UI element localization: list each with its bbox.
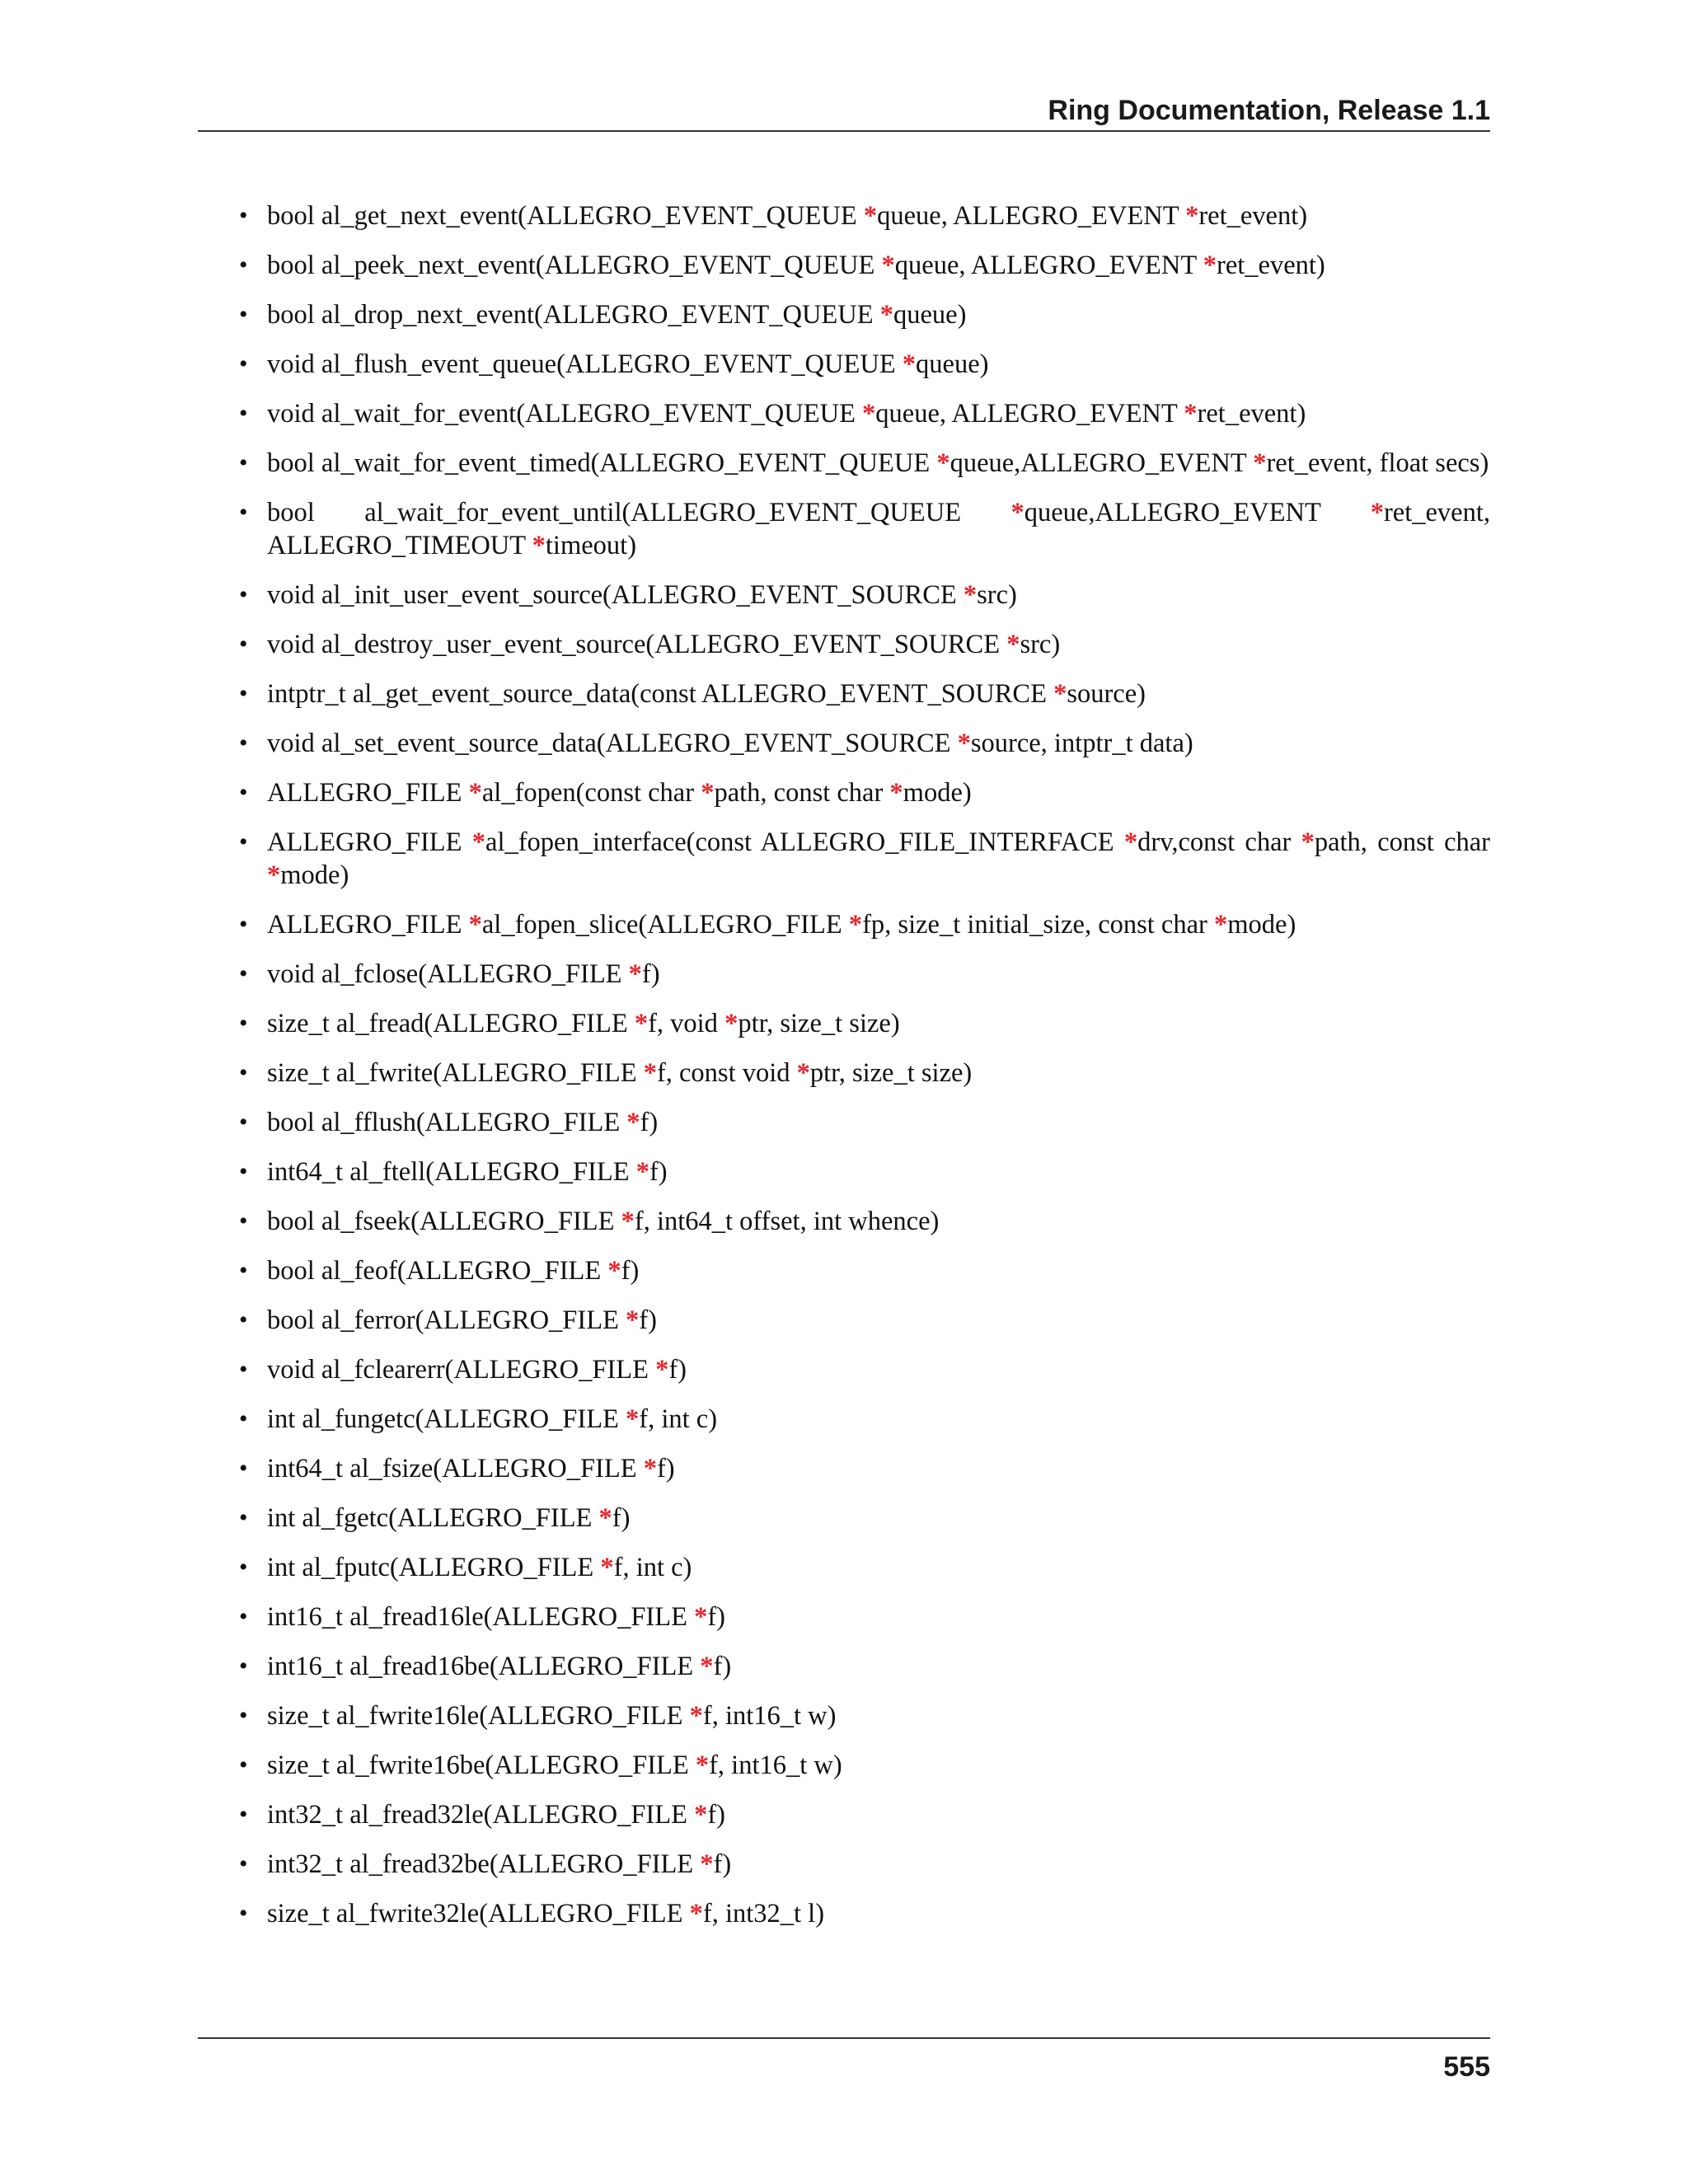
item-text: ALLEGRO_FILE	[267, 827, 472, 857]
pointer-star: *	[889, 778, 903, 808]
list-item	[237, 1403, 1490, 1436]
item-text: f)	[649, 1157, 668, 1187]
bullet-icon: •	[239, 1554, 248, 1581]
list-item	[237, 677, 1490, 710]
pointer-star: *	[963, 580, 978, 610]
pointer-star: *	[1370, 498, 1384, 527]
list-item	[237, 1205, 1490, 1238]
item-text: f)	[656, 1454, 675, 1483]
list-item	[237, 579, 1490, 612]
bullet-icon: •	[239, 251, 248, 279]
item-text: void al_fclearerr(ALLEGRO_FILE	[267, 1355, 656, 1385]
item-text: ret_event, float secs)	[1266, 448, 1489, 478]
pointer-star: *	[655, 1355, 669, 1385]
list-item	[237, 1353, 1490, 1386]
list-item	[237, 776, 1490, 809]
list-item	[237, 496, 1490, 562]
item-text: int32_t al_fread32be(ALLEGRO_FILE	[267, 1849, 701, 1879]
bullet-icon: •	[239, 911, 248, 938]
item-text: void al_fclose(ALLEGRO_FILE	[267, 959, 629, 989]
list-item	[237, 1106, 1490, 1139]
item-text: f, int c)	[639, 1404, 718, 1434]
bullet-icon: •	[239, 202, 248, 229]
pointer-star: *	[643, 1454, 657, 1483]
pointer-star: *	[267, 860, 281, 890]
list-item	[237, 1699, 1490, 1732]
pointer-star: *	[635, 1157, 649, 1187]
item-text: f)	[713, 1849, 732, 1879]
item-text: drv,const char	[1137, 827, 1301, 857]
bullet-icon: •	[239, 1603, 248, 1630]
list-item	[237, 348, 1490, 381]
item-text: f, void	[648, 1009, 725, 1038]
pointer-star: *	[607, 1256, 621, 1286]
bullet-icon: •	[239, 729, 248, 757]
pointer-star: *	[796, 1058, 810, 1088]
bullet-icon: •	[239, 350, 248, 377]
bullet-icon: •	[239, 1751, 248, 1779]
bullet-icon: •	[239, 301, 248, 328]
list-item	[237, 1057, 1490, 1090]
bullet-icon: •	[239, 581, 248, 608]
bullet-icon: •	[239, 1257, 248, 1284]
pointer-star: *	[862, 399, 876, 429]
list-item	[237, 1749, 1490, 1782]
item-text: f, const void	[656, 1058, 797, 1088]
item-text: f, int64_t offset, int whence)	[634, 1207, 940, 1236]
bullet-icon: •	[239, 1010, 248, 1037]
item-text: size_t al_fwrite(ALLEGRO_FILE	[267, 1058, 644, 1088]
pointer-star: *	[689, 1701, 703, 1731]
item-text: queue)	[916, 349, 989, 379]
bullet-icon: •	[239, 1504, 248, 1531]
item-text: intptr_t al_get_event_source_data(const ALLEGRO_EVENT_SOURCE	[267, 679, 1054, 709]
bullet-icon: •	[239, 630, 248, 658]
bullet-icon: •	[239, 1306, 248, 1333]
bullet-icon: •	[239, 1455, 248, 1482]
pointer-star: *	[600, 1553, 614, 1582]
pointer-star: *	[1184, 399, 1198, 429]
item-text: timeout)	[545, 531, 637, 560]
pointer-star: *	[1010, 498, 1025, 527]
item-text: f)	[641, 959, 660, 989]
item-text: ALLEGRO_FILE	[267, 910, 469, 940]
item-text: void al_wait_for_event(ALLEGRO_EVENT_QUEUE	[267, 399, 863, 429]
item-text: al_fopen(const char	[481, 778, 701, 808]
pointer-star: *	[634, 1009, 649, 1038]
item-text: f)	[707, 1800, 725, 1830]
item-text: f, int c)	[613, 1553, 692, 1582]
list-item	[237, 958, 1490, 991]
item-text: int16_t al_fread16le(ALLEGRO_FILE	[267, 1602, 695, 1632]
pointer-star: *	[626, 1108, 640, 1137]
item-text: void al_set_event_source_data(ALLEGRO_EVENT_SOURCE	[267, 729, 958, 758]
item-text: bool al_get_next_event(ALLEGRO_EVENT_QUEUE	[267, 201, 864, 231]
pointer-star: *	[700, 1849, 714, 1879]
page-number: 555	[1443, 2051, 1490, 2083]
item-text: mode)	[1227, 910, 1296, 940]
item-text: int al_fgetc(ALLEGRO_FILE	[267, 1503, 599, 1533]
item-text: source)	[1067, 679, 1146, 709]
item-text: f)	[612, 1503, 631, 1533]
item-text: ret_event)	[1198, 201, 1308, 231]
list-item	[237, 1551, 1490, 1584]
item-text: f)	[640, 1108, 659, 1137]
item-text: bool al_fflush(ALLEGRO_FILE	[267, 1108, 627, 1137]
bullet-icon: •	[239, 828, 248, 855]
item-text: f, int16_t w)	[709, 1750, 842, 1780]
pointer-star: *	[471, 827, 486, 857]
item-text: void al_flush_event_queue(ALLEGRO_EVENT_QUEUE	[267, 349, 903, 379]
pointer-star: *	[626, 1404, 640, 1434]
item-text: queue)	[893, 300, 967, 330]
pointer-star: *	[1053, 679, 1067, 709]
bullet-icon: •	[239, 779, 248, 806]
pointer-star: *	[879, 300, 893, 330]
pointer-star: *	[621, 1207, 635, 1236]
pointer-star: *	[724, 1009, 738, 1038]
pointer-star: *	[936, 448, 950, 478]
item-text: f)	[707, 1602, 725, 1632]
bullet-icon: •	[239, 1207, 248, 1235]
bullet-icon: •	[239, 1108, 248, 1136]
bullet-icon: •	[239, 400, 248, 427]
pointer-star: *	[694, 1800, 708, 1830]
list-item	[237, 199, 1490, 232]
pointer-star: *	[1185, 201, 1199, 231]
pointer-star: *	[1253, 448, 1267, 478]
item-text: ptr, size_t size)	[809, 1058, 973, 1088]
list-item	[237, 1304, 1490, 1337]
pointer-star: *	[957, 729, 971, 758]
header-title: Ring Documentation, Release 1.1	[1048, 95, 1490, 126]
item-text: ret_event, ALLEGRO_TIMEOUT	[267, 498, 1491, 560]
item-text: int16_t al_fread16be(ALLEGRO_FILE	[267, 1652, 701, 1681]
item-text: size_t al_fwrite16be(ALLEGRO_FILE	[267, 1750, 696, 1780]
item-text: ret_event)	[1217, 251, 1325, 280]
item-text: int al_fungetc(ALLEGRO_FILE	[267, 1404, 626, 1434]
bullet-icon: •	[239, 1059, 248, 1086]
item-text: int64_t al_fsize(ALLEGRO_FILE	[267, 1454, 644, 1483]
list-item	[237, 1848, 1490, 1881]
item-text: path, const char	[1314, 827, 1491, 857]
item-text: al_fopen_slice(ALLEGRO_FILE	[481, 910, 849, 940]
item-text: al_fopen_interface(const ALLEGRO_FILE_INTERFACE	[485, 827, 1124, 857]
item-text: mode)	[280, 860, 349, 890]
item-text: size_t al_fread(ALLEGRO_FILE	[267, 1009, 635, 1038]
page-header	[198, 89, 1490, 132]
function-list	[237, 199, 1490, 1947]
bullet-icon: •	[239, 1702, 248, 1729]
item-text: ret_event)	[1197, 399, 1306, 429]
pointer-star: *	[1301, 827, 1315, 857]
pointer-star: *	[628, 959, 642, 989]
item-text: bool al_feof(ALLEGRO_FILE	[267, 1256, 608, 1286]
item-text: int64_t al_ftell(ALLEGRO_FILE	[267, 1157, 636, 1187]
item-text: queue, ALLEGRO_EVENT	[877, 201, 1186, 231]
list-item	[237, 249, 1490, 282]
bullet-icon: •	[239, 1850, 248, 1877]
item-text: queue, ALLEGRO_EVENT	[894, 251, 1203, 280]
item-text: f)	[639, 1305, 657, 1335]
item-text: f)	[713, 1652, 732, 1681]
item-text: fp, size_t initial_size, const char	[862, 910, 1214, 940]
list-item	[237, 908, 1490, 941]
item-text: mode)	[903, 778, 972, 808]
item-text: bool al_fseek(ALLEGRO_FILE	[267, 1207, 621, 1236]
item-text: src)	[1020, 630, 1061, 659]
item-text: bool al_peek_next_event(ALLEGRO_EVENT_QUEUE	[267, 251, 882, 280]
list-item	[237, 1254, 1490, 1287]
item-text: queue, ALLEGRO_EVENT	[875, 399, 1184, 429]
pointer-star: *	[881, 251, 895, 280]
bullet-icon: •	[239, 1405, 248, 1432]
list-item	[237, 1798, 1490, 1831]
item-text: source, intptr_t data)	[970, 729, 1193, 758]
list-item	[237, 1650, 1490, 1683]
list-item	[237, 1452, 1490, 1485]
pointer-star: *	[695, 1750, 710, 1780]
pointer-star: *	[468, 910, 482, 940]
list-item	[237, 447, 1490, 480]
bullet-icon: •	[239, 1158, 248, 1185]
pointer-star: *	[689, 1899, 703, 1929]
item-text: path, const char	[714, 778, 890, 808]
list-item	[237, 1155, 1490, 1188]
bullet-icon: •	[239, 449, 248, 476]
item-text: void al_destroy_user_event_source(ALLEGRO_EVENT_SOURCE	[267, 630, 1007, 659]
item-text: void al_init_user_event_source(ALLEGRO_EVENT_SOURCE	[267, 580, 964, 610]
pointer-star: *	[700, 1652, 714, 1681]
pointer-star: *	[1123, 827, 1138, 857]
pointer-star: *	[701, 778, 715, 808]
page-footer	[198, 2037, 1490, 2083]
item-text: bool al_drop_next_event(ALLEGRO_EVENT_QUEUE	[267, 300, 880, 330]
list-item	[237, 727, 1490, 760]
pointer-star: *	[532, 531, 546, 560]
pointer-star: *	[1203, 251, 1217, 280]
bullet-icon: •	[239, 1900, 248, 1927]
item-text: size_t al_fwrite16le(ALLEGRO_FILE	[267, 1701, 690, 1731]
item-text: f, int16_t w)	[702, 1701, 837, 1731]
list-item	[237, 397, 1490, 430]
pointer-star: *	[626, 1305, 640, 1335]
pointer-star: *	[1006, 630, 1020, 659]
item-text: int al_fputc(ALLEGRO_FILE	[267, 1553, 601, 1582]
item-text: ALLEGRO_FILE	[267, 778, 469, 808]
pointer-star: *	[1213, 910, 1228, 940]
list-item	[237, 1601, 1490, 1633]
bullet-icon: •	[239, 680, 248, 707]
list-item	[237, 298, 1490, 331]
pointer-star: *	[694, 1602, 708, 1632]
list-item	[237, 1007, 1490, 1040]
item-text: bool al_ferror(ALLEGRO_FILE	[267, 1305, 626, 1335]
list-item	[237, 826, 1490, 892]
item-text: f, int32_t l)	[702, 1899, 825, 1929]
item-text: ptr, size_t size)	[738, 1009, 900, 1038]
item-text: queue,ALLEGRO_EVENT	[1024, 498, 1371, 527]
bullet-icon: •	[239, 960, 248, 987]
list-item	[237, 628, 1490, 661]
item-text: src)	[977, 580, 1017, 610]
pointer-star: *	[863, 201, 878, 231]
pointer-star: *	[643, 1058, 657, 1088]
item-text: bool al_wait_for_event_timed(ALLEGRO_EVENT_QUEUE	[267, 448, 937, 478]
pointer-star: *	[902, 349, 917, 379]
pointer-star: *	[468, 778, 482, 808]
list-item	[237, 1897, 1490, 1930]
bullet-icon: •	[239, 1652, 248, 1680]
pointer-star: *	[598, 1503, 612, 1533]
item-text: bool al_wait_for_event_until(ALLEGRO_EVENT_QUEUE	[267, 498, 1011, 527]
item-text: f)	[668, 1355, 687, 1385]
bullet-icon: •	[239, 499, 248, 526]
item-text: size_t al_fwrite32le(ALLEGRO_FILE	[267, 1899, 690, 1929]
item-text: int32_t al_fread32le(ALLEGRO_FILE	[267, 1800, 695, 1830]
item-text: queue,ALLEGRO_EVENT	[950, 448, 1254, 478]
bullet-icon: •	[239, 1356, 248, 1383]
bullet-icon: •	[239, 1801, 248, 1828]
item-text: f)	[621, 1256, 640, 1286]
list-item	[237, 1502, 1490, 1535]
pointer-star: *	[848, 910, 863, 940]
